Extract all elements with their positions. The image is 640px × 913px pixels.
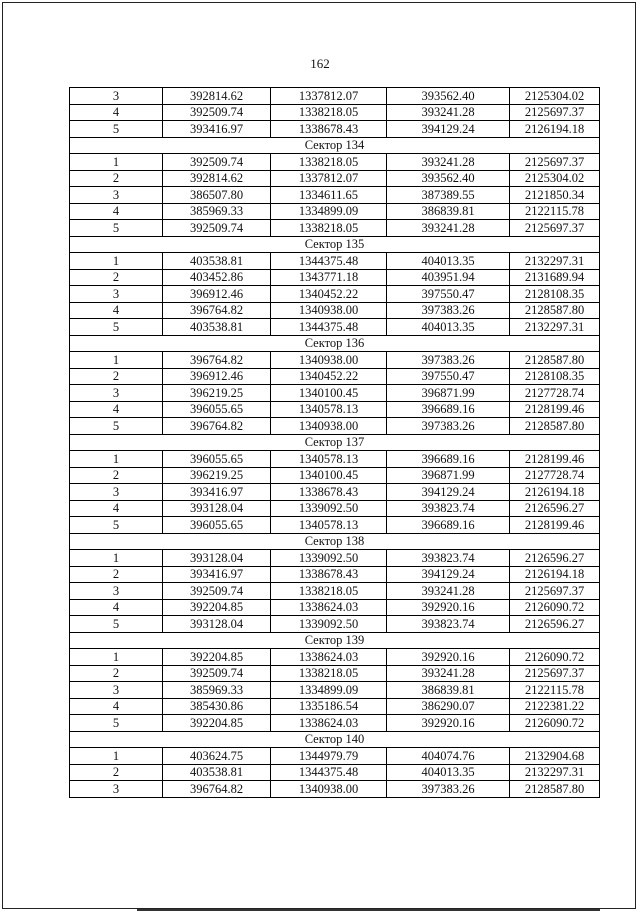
point-number-cell: 4 <box>70 599 163 616</box>
y1-cell: 1338678.43 <box>271 566 387 583</box>
x2-cell: 392920.16 <box>387 715 510 732</box>
x1-cell: 393128.04 <box>163 550 271 567</box>
y1-cell: 1338678.43 <box>271 121 387 138</box>
x2-cell: 396689.16 <box>387 517 510 534</box>
point-number-cell: 1 <box>70 154 163 171</box>
table-row <box>70 253 600 270</box>
y2-cell: 2128587.80 <box>510 418 600 435</box>
point-number-cell: 3 <box>70 88 163 105</box>
table-row <box>70 187 600 204</box>
y1-cell: 1334899.09 <box>271 203 387 220</box>
x2-cell: 394129.24 <box>387 566 510 583</box>
table-row <box>70 748 600 765</box>
x2-cell: 394129.24 <box>387 484 510 501</box>
x1-cell: 392204.85 <box>163 715 271 732</box>
x1-cell: 392204.85 <box>163 649 271 666</box>
x2-cell: 393241.28 <box>387 104 510 121</box>
x1-cell: 392814.62 <box>163 88 271 105</box>
sector-label: Сектор 137 <box>70 434 600 451</box>
x1-cell: 403538.81 <box>163 319 271 336</box>
x1-cell: 396764.82 <box>163 418 271 435</box>
y1-cell: 1335186.54 <box>271 698 387 715</box>
y1-cell: 1338678.43 <box>271 484 387 501</box>
y2-cell: 2128199.46 <box>510 401 600 418</box>
y1-cell: 1340578.13 <box>271 451 387 468</box>
point-number-cell: 1 <box>70 352 163 369</box>
point-number-cell: 4 <box>70 302 163 319</box>
table-row <box>70 649 600 666</box>
point-number-cell: 3 <box>70 484 163 501</box>
x1-cell: 396055.65 <box>163 517 271 534</box>
point-number-cell: 3 <box>70 286 163 303</box>
y1-cell: 1344375.48 <box>271 253 387 270</box>
y2-cell: 2128108.35 <box>510 286 600 303</box>
x2-cell: 392920.16 <box>387 649 510 666</box>
x1-cell: 392509.74 <box>163 104 271 121</box>
x2-cell: 403951.94 <box>387 269 510 286</box>
x2-cell: 396871.99 <box>387 385 510 402</box>
x1-cell: 403538.81 <box>163 764 271 781</box>
coordinates-table <box>69 87 600 798</box>
x2-cell: 397383.26 <box>387 352 510 369</box>
y2-cell: 2132297.31 <box>510 253 600 270</box>
table-row <box>70 286 600 303</box>
y1-cell: 1338218.05 <box>271 104 387 121</box>
table-row <box>70 583 600 600</box>
x2-cell: 386290.07 <box>387 698 510 715</box>
y1-cell: 1339092.50 <box>271 616 387 633</box>
y1-cell: 1338624.03 <box>271 715 387 732</box>
y1-cell: 1334611.65 <box>271 187 387 204</box>
y1-cell: 1339092.50 <box>271 550 387 567</box>
point-number-cell: 1 <box>70 748 163 765</box>
table-row <box>70 319 600 336</box>
x2-cell: 393823.74 <box>387 500 510 517</box>
y2-cell: 2132297.31 <box>510 319 600 336</box>
x2-cell: 393562.40 <box>387 170 510 187</box>
x2-cell: 397383.26 <box>387 418 510 435</box>
table-row <box>70 401 600 418</box>
y1-cell: 1334899.09 <box>271 682 387 699</box>
y1-cell: 1338218.05 <box>271 154 387 171</box>
table-row <box>70 352 600 369</box>
point-number-cell: 2 <box>70 467 163 484</box>
x1-cell: 392204.85 <box>163 599 271 616</box>
y2-cell: 2126194.18 <box>510 566 600 583</box>
x1-cell: 393416.97 <box>163 121 271 138</box>
sector-label: Сектор 139 <box>70 632 600 649</box>
y1-cell: 1338218.05 <box>271 583 387 600</box>
table-row <box>70 368 600 385</box>
x1-cell: 393128.04 <box>163 500 271 517</box>
x2-cell: 397383.26 <box>387 302 510 319</box>
point-number-cell: 3 <box>70 781 163 798</box>
table-row <box>70 385 600 402</box>
point-number-cell: 4 <box>70 698 163 715</box>
x2-cell: 397550.47 <box>387 368 510 385</box>
x2-cell: 396689.16 <box>387 451 510 468</box>
x1-cell: 393128.04 <box>163 616 271 633</box>
point-number-cell: 5 <box>70 616 163 633</box>
y2-cell: 2128587.80 <box>510 302 600 319</box>
sector-header-row <box>70 335 600 352</box>
table-row <box>70 302 600 319</box>
x2-cell: 393241.28 <box>387 583 510 600</box>
table-body <box>70 88 600 798</box>
x2-cell: 393241.28 <box>387 154 510 171</box>
sector-label: Сектор 134 <box>70 137 600 154</box>
x1-cell: 396912.46 <box>163 286 271 303</box>
table-row <box>70 698 600 715</box>
y2-cell: 2125697.37 <box>510 154 600 171</box>
table-row <box>70 170 600 187</box>
x2-cell: 404013.35 <box>387 319 510 336</box>
sector-label: Сектор 138 <box>70 533 600 550</box>
y2-cell: 2126194.18 <box>510 484 600 501</box>
y2-cell: 2122115.78 <box>510 203 600 220</box>
y1-cell: 1337812.07 <box>271 88 387 105</box>
page-number: 162 <box>310 56 330 71</box>
y1-cell: 1340938.00 <box>271 781 387 798</box>
y1-cell: 1338624.03 <box>271 599 387 616</box>
y1-cell: 1338218.05 <box>271 220 387 237</box>
sector-header-row <box>70 137 600 154</box>
x1-cell: 386507.80 <box>163 187 271 204</box>
table-row <box>70 467 600 484</box>
y2-cell: 2128587.80 <box>510 781 600 798</box>
y1-cell: 1340452.22 <box>271 368 387 385</box>
y2-cell: 2126090.72 <box>510 715 600 732</box>
x2-cell: 387389.55 <box>387 187 510 204</box>
y1-cell: 1340100.45 <box>271 385 387 402</box>
point-number-cell: 3 <box>70 385 163 402</box>
y1-cell: 1340452.22 <box>271 286 387 303</box>
point-number-cell: 2 <box>70 665 163 682</box>
x1-cell: 392509.74 <box>163 154 271 171</box>
table-row <box>70 104 600 121</box>
table-row <box>70 566 600 583</box>
y2-cell: 2121850.34 <box>510 187 600 204</box>
x1-cell: 396764.82 <box>163 302 271 319</box>
table-row <box>70 550 600 567</box>
x1-cell: 392509.74 <box>163 583 271 600</box>
point-number-cell: 2 <box>70 566 163 583</box>
x1-cell: 385430.86 <box>163 698 271 715</box>
y2-cell: 2125697.37 <box>510 665 600 682</box>
x1-cell: 393416.97 <box>163 484 271 501</box>
x2-cell: 393823.74 <box>387 616 510 633</box>
sector-label: Сектор 140 <box>70 731 600 748</box>
table-row <box>70 220 600 237</box>
y2-cell: 2125697.37 <box>510 220 600 237</box>
y1-cell: 1344979.79 <box>271 748 387 765</box>
x1-cell: 392509.74 <box>163 665 271 682</box>
point-number-cell: 1 <box>70 550 163 567</box>
x1-cell: 396764.82 <box>163 781 271 798</box>
y2-cell: 2122381.22 <box>510 698 600 715</box>
table-row <box>70 665 600 682</box>
x2-cell: 404013.35 <box>387 764 510 781</box>
sector-header-row <box>70 236 600 253</box>
y1-cell: 1340578.13 <box>271 517 387 534</box>
y2-cell: 2128199.46 <box>510 451 600 468</box>
point-number-cell: 5 <box>70 220 163 237</box>
point-number-cell: 4 <box>70 401 163 418</box>
x1-cell: 396219.25 <box>163 385 271 402</box>
table-row <box>70 781 600 798</box>
y2-cell: 2127728.74 <box>510 467 600 484</box>
y2-cell: 2126090.72 <box>510 599 600 616</box>
sector-header-row <box>70 434 600 451</box>
table-row <box>70 451 600 468</box>
y2-cell: 2125697.37 <box>510 583 600 600</box>
sector-header-row <box>70 632 600 649</box>
y2-cell: 2128108.35 <box>510 368 600 385</box>
x2-cell: 393241.28 <box>387 665 510 682</box>
x2-cell: 386839.81 <box>387 203 510 220</box>
table-row <box>70 500 600 517</box>
x1-cell: 396912.46 <box>163 368 271 385</box>
table-row <box>70 517 600 534</box>
x1-cell: 396219.25 <box>163 467 271 484</box>
x2-cell: 393241.28 <box>387 220 510 237</box>
y2-cell: 2126596.27 <box>510 500 600 517</box>
x1-cell: 396055.65 <box>163 401 271 418</box>
y2-cell: 2128587.80 <box>510 352 600 369</box>
y2-cell: 2126596.27 <box>510 616 600 633</box>
y1-cell: 1344375.48 <box>271 319 387 336</box>
table-row <box>70 121 600 138</box>
x2-cell: 397383.26 <box>387 781 510 798</box>
y1-cell: 1344375.48 <box>271 764 387 781</box>
x2-cell: 392920.16 <box>387 599 510 616</box>
table-row <box>70 484 600 501</box>
y2-cell: 2125304.02 <box>510 170 600 187</box>
table-row <box>70 418 600 435</box>
point-number-cell: 5 <box>70 121 163 138</box>
y2-cell: 2126194.18 <box>510 121 600 138</box>
x1-cell: 392814.62 <box>163 170 271 187</box>
point-number-cell: 5 <box>70 517 163 534</box>
y2-cell: 2132904.68 <box>510 748 600 765</box>
table-row <box>70 203 600 220</box>
x2-cell: 396871.99 <box>387 467 510 484</box>
x1-cell: 396764.82 <box>163 352 271 369</box>
table-row <box>70 599 600 616</box>
point-number-cell: 1 <box>70 649 163 666</box>
point-number-cell: 3 <box>70 583 163 600</box>
table-row <box>70 88 600 105</box>
y1-cell: 1340938.00 <box>271 302 387 319</box>
x2-cell: 404074.76 <box>387 748 510 765</box>
point-number-cell: 4 <box>70 104 163 121</box>
y2-cell: 2128199.46 <box>510 517 600 534</box>
y2-cell: 2127728.74 <box>510 385 600 402</box>
x2-cell: 393562.40 <box>387 88 510 105</box>
y1-cell: 1343771.18 <box>271 269 387 286</box>
table-row <box>70 682 600 699</box>
x1-cell: 392509.74 <box>163 220 271 237</box>
table-row <box>70 715 600 732</box>
y1-cell: 1338218.05 <box>271 665 387 682</box>
x1-cell: 403452.86 <box>163 269 271 286</box>
y1-cell: 1337812.07 <box>271 170 387 187</box>
point-number-cell: 1 <box>70 253 163 270</box>
x2-cell: 386839.81 <box>387 682 510 699</box>
x2-cell: 396689.16 <box>387 401 510 418</box>
point-number-cell: 2 <box>70 368 163 385</box>
y2-cell: 2131689.94 <box>510 269 600 286</box>
x1-cell: 385969.33 <box>163 682 271 699</box>
y2-cell: 2125304.02 <box>510 88 600 105</box>
sector-label: Сектор 136 <box>70 335 600 352</box>
x2-cell: 397550.47 <box>387 286 510 303</box>
point-number-cell: 2 <box>70 764 163 781</box>
x1-cell: 396055.65 <box>163 451 271 468</box>
x1-cell: 403538.81 <box>163 253 271 270</box>
y2-cell: 2126596.27 <box>510 550 600 567</box>
table-row <box>70 269 600 286</box>
point-number-cell: 3 <box>70 187 163 204</box>
y2-cell: 2126090.72 <box>510 649 600 666</box>
bottom-rule <box>137 909 600 911</box>
x2-cell: 394129.24 <box>387 121 510 138</box>
y1-cell: 1338624.03 <box>271 649 387 666</box>
y2-cell: 2132297.31 <box>510 764 600 781</box>
table-row <box>70 764 600 781</box>
table-row <box>70 154 600 171</box>
point-number-cell: 2 <box>70 170 163 187</box>
y1-cell: 1340578.13 <box>271 401 387 418</box>
x1-cell: 385969.33 <box>163 203 271 220</box>
y1-cell: 1339092.50 <box>271 500 387 517</box>
point-number-cell: 4 <box>70 500 163 517</box>
sector-header-row <box>70 533 600 550</box>
x1-cell: 403624.75 <box>163 748 271 765</box>
x1-cell: 393416.97 <box>163 566 271 583</box>
point-number-cell: 1 <box>70 451 163 468</box>
sector-label: Сектор 135 <box>70 236 600 253</box>
x2-cell: 404013.35 <box>387 253 510 270</box>
point-number-cell: 5 <box>70 319 163 336</box>
point-number-cell: 5 <box>70 418 163 435</box>
point-number-cell: 5 <box>70 715 163 732</box>
point-number-cell: 4 <box>70 203 163 220</box>
table-row <box>70 616 600 633</box>
y1-cell: 1340938.00 <box>271 352 387 369</box>
sector-header-row <box>70 731 600 748</box>
y2-cell: 2122115.78 <box>510 682 600 699</box>
point-number-cell: 2 <box>70 269 163 286</box>
y1-cell: 1340100.45 <box>271 467 387 484</box>
point-number-cell: 3 <box>70 682 163 699</box>
x2-cell: 393823.74 <box>387 550 510 567</box>
y2-cell: 2125697.37 <box>510 104 600 121</box>
y1-cell: 1340938.00 <box>271 418 387 435</box>
